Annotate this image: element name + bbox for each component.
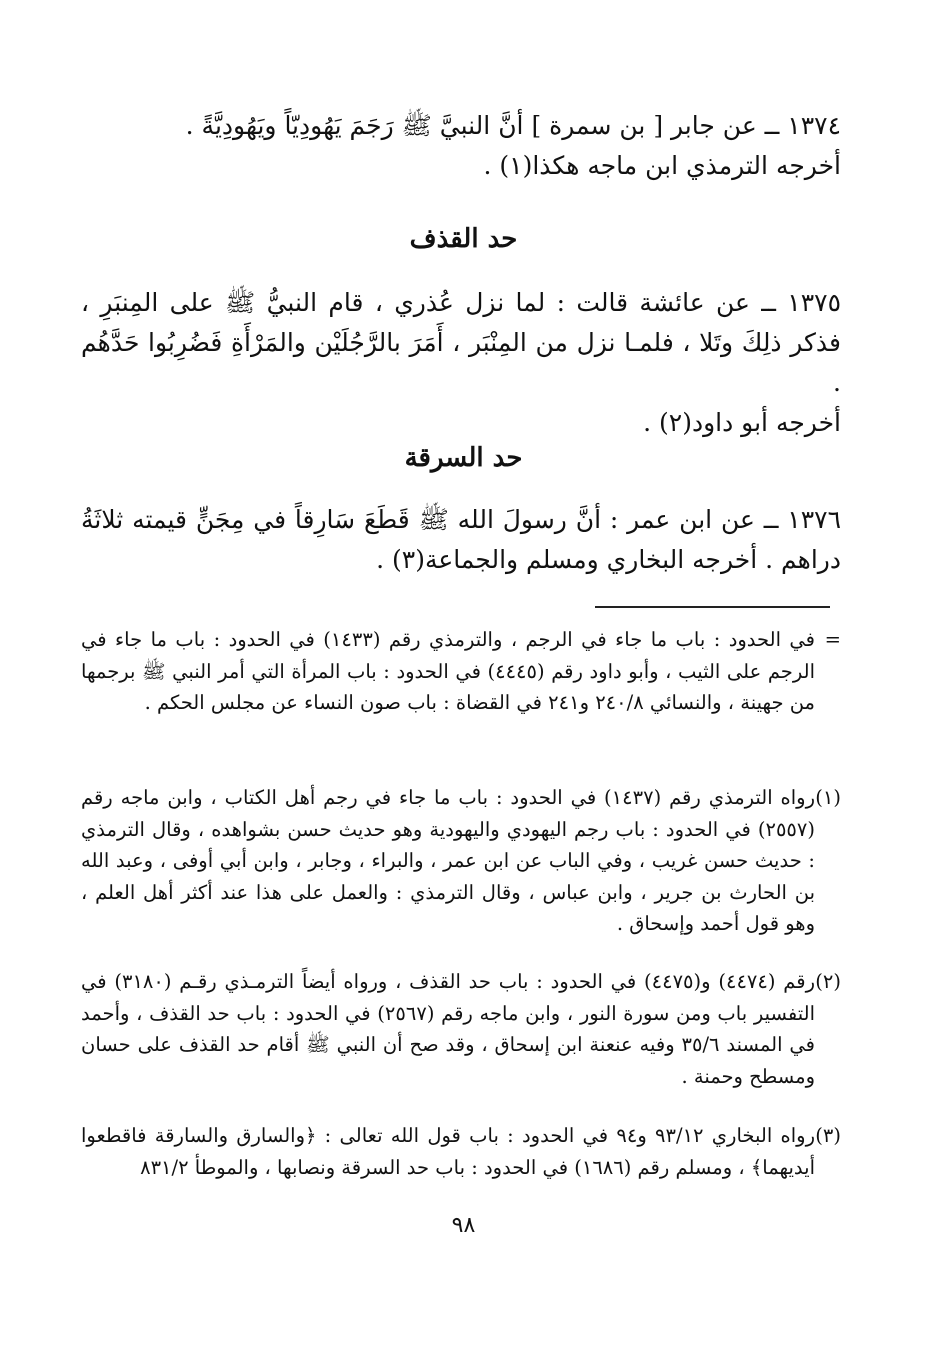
footnote-3 bbox=[81, 1120, 841, 1183]
footnote-text: رواه البخاري ٩٣/١٢ و٩٤ في الحدود : باب قول الله تعالى : ﴿والسارق والسارقة فاقطعوا أيديهما﴾ ، ومسلم رقم (١٦٨٦) في الحدود : باب حد السرقة ونصابها ، والموطأ ٨٣١/٢ bbox=[81, 1124, 815, 1179]
footnote-mark: = bbox=[824, 628, 841, 651]
footnote-text: رقم (٤٤٧٤) و(٤٤٧٥) في الحدود : باب حد القذف ، ورواه أيضاً الترمـذي رقـم (٣١٨٠) في التفسير باب ومن سورة النور ، وابن ماجه رقم (٢٥٦٧) في الحدود : باب حد القذف ، وأحمد في المسند ٣٥/٦ وفيه عنعنة ابن إسحاق ، وقد صح أن النبي ﷺ أقام حد القذف على حسان ومسطح وحمنة . bbox=[81, 970, 815, 1088]
hadith-1374-text: ١٣٧٤ ــ عن جابر [ بن سمرة ] أنَّ النبيَّ ﷺ رَجَمَ يَهُودِيّاً ويَهُودِيَّةً . bbox=[185, 111, 841, 140]
hadith-1375-text: ١٣٧٥ ــ عن عائشة قالت : لما نزل عُذري ، قام النبيُّ ﷺ على المِنبَرِ ، فذكر ذلِكَ وتَلا ، فلمـا نزل من المِنْبَر ، أَمَرَ بالرَّجُلَيْن والمَرْأَةِ فَضُرِبُوا حَدَّهُم . bbox=[81, 288, 841, 397]
footnote-mark: (١) bbox=[815, 786, 841, 809]
hadith-1374-takhrij: أخرجه الترمذي ابن ماجه هكذا(١) . bbox=[483, 151, 841, 180]
hadith-1376-text: ١٣٧٦ ــ عن ابن عمر : أنَّ رسولَ الله ﷺ قَطَعَ سَارِقاً في مِجَنٍّ قيمته ثلاثَةُ دراهم . أخرجه البخاري ومسلم والجماعة(٣) . bbox=[81, 505, 841, 574]
footnote-continuation bbox=[81, 624, 841, 719]
footnote-mark: (٢) bbox=[815, 970, 841, 993]
hadith-1374 bbox=[81, 106, 841, 186]
footnote-separator bbox=[595, 606, 830, 608]
footnote-2 bbox=[81, 966, 841, 1092]
heading-hadd-al-sariqa: حد السرقة bbox=[404, 443, 523, 473]
footnote-1 bbox=[81, 782, 841, 940]
footnote-mark: (٣) bbox=[815, 1124, 841, 1147]
heading-hadd-al-qadhf: حد القذف bbox=[409, 224, 518, 254]
hadith-1375-takhrij: أخرجه أبو داود(٢) . bbox=[643, 408, 841, 437]
page-number: ٩٨ bbox=[451, 1213, 476, 1238]
hadith-1376 bbox=[81, 500, 841, 580]
footnote-text: رواه الترمذي رقم (١٤٣٧) في الحدود : باب ما جاء في رجم أهل الكتاب ، وابن ماجه رقم (٢٥٥٧) في الحدود : باب رجم اليهودي واليهودية وهو حديث حسن بشواهده ، وقال الترمذي : حديث حسن غريب ، وفي الباب عن ابن عمر ، والبراء ، وجابر ، وابن أبي أوفى ، وعبد الله بن الحارث بن جرير ، وابن عباس ، وقال الترمذي : والعمل على هذا عند أكثر أهل العلم ، وهو قول أحمد وإسحاق . bbox=[81, 786, 816, 935]
footnote-text: في الحدود : باب ما جاء في الرجم ، والترمذي رقم (١٤٣٣) في الحدود : باب ما جاء في الرجم على الثيب ، وأبو داود رقم (٤٤٤٥) في الحدود : باب المرأة التي أمر النبي ﷺ برجمها من جهينة ، والنسائي ٢٤٠/٨ و٢٤١ في القضاة : باب صون النساء عن مجلس الحكم . bbox=[81, 628, 815, 714]
hadith-1375 bbox=[81, 283, 841, 443]
